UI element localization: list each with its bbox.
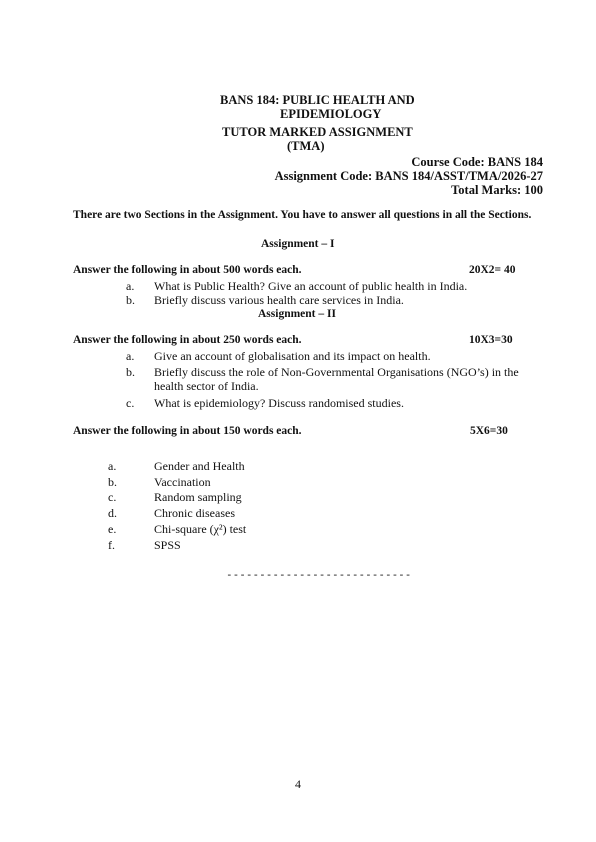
question-label: c. [108, 490, 117, 504]
short-answer-instruction: Answer the following in about 150 words each. [73, 425, 302, 437]
section-1-instruction: Answer the following in about 500 words each. [73, 264, 302, 276]
course-code: Course Code: BANS 184 [411, 155, 543, 169]
question-text: Chi-square (χ²) test [154, 522, 247, 536]
question-text: Vaccination [154, 475, 211, 489]
total-marks: Total Marks: 100 [451, 183, 543, 197]
question-label: a. [126, 279, 135, 293]
question-text: Briefly discuss various health care services in India. [154, 293, 404, 307]
short-answer-marks: 5X6=30 [470, 425, 508, 437]
course-title-line2: EPIDEMIOLOGY [280, 107, 382, 121]
section-2-title: Assignment – II [258, 308, 336, 320]
page-number: 4 [295, 777, 301, 791]
assignment-code: Assignment Code: BANS 184/ASST/TMA/2026-27 [274, 169, 543, 183]
question-text: What is epidemiology? Discuss randomised studies. [154, 396, 404, 410]
section-2-instruction: Answer the following in about 250 words each. [73, 334, 302, 346]
question-label: f. [108, 538, 115, 552]
question-text: What is Public Health? Give an account of public health in India. [154, 279, 468, 293]
question-text: Random sampling [154, 490, 242, 504]
tma-title-line1: TUTOR MARKED ASSIGNMENT [222, 125, 413, 139]
section-1-marks: 20X2= 40 [469, 264, 516, 276]
section-1-title: Assignment – I [261, 238, 335, 250]
question-label: a. [108, 459, 117, 473]
question-text: Gender and Health [154, 459, 245, 473]
section-2-marks: 10X3=30 [469, 334, 513, 346]
question-label: b. [108, 475, 117, 489]
question-text-continued: health sector of India. [154, 379, 259, 393]
question-label: a. [126, 349, 135, 363]
question-label: e. [108, 522, 117, 536]
question-text: Briefly discuss the role of Non-Governmental Organisations (NGO’s) in the [154, 365, 519, 379]
section-divider: ---------------------------- [226, 568, 412, 581]
course-title-line1: BANS 184: PUBLIC HEALTH AND [220, 93, 415, 107]
question-text: Give an account of globalisation and its impact on health. [154, 349, 431, 363]
question-text: SPSS [154, 538, 181, 552]
tma-title-line2: (TMA) [287, 139, 325, 153]
instructions-intro: There are two Sections in the Assignment. You have to answer all questions in all the Sections. [73, 209, 532, 221]
question-label: d. [108, 506, 117, 520]
question-label: c. [126, 396, 135, 410]
question-label: b. [126, 293, 135, 307]
question-text: Chronic diseases [154, 506, 235, 520]
question-label: b. [126, 365, 135, 379]
